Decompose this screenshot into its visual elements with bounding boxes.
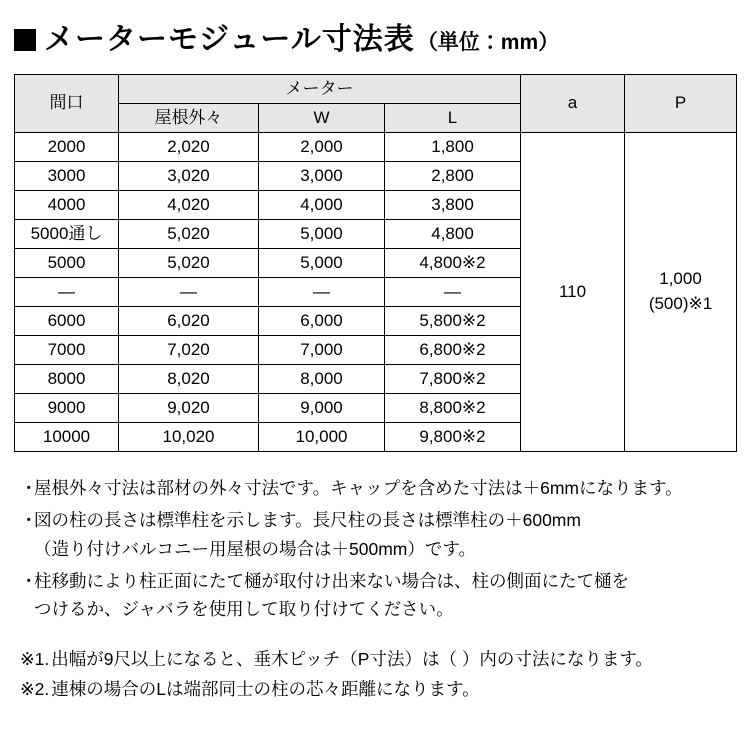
cell-l: 8,800※2: [385, 394, 521, 423]
p-value-sub: (500)※1: [648, 294, 713, 313]
cell-w: 3,000: [259, 162, 385, 191]
note-bullet: ・: [20, 478, 38, 498]
cell-maguchi: 8000: [15, 365, 119, 394]
header-yane: 屋根外々: [119, 104, 259, 133]
p-value-group: [627, 269, 734, 316]
cell-yane: 4,020: [119, 191, 259, 220]
cell-yane: —: [119, 278, 259, 307]
cell-w: 5,000: [259, 220, 385, 249]
title-text: メーターモジュール寸法表: [44, 23, 415, 56]
note-body: [34, 474, 730, 502]
cell-l: 4,800: [385, 220, 521, 249]
footnote-item: [20, 644, 730, 675]
note-body: [34, 567, 730, 624]
cell-w: 5,000: [259, 249, 385, 278]
table-header-row-1: [15, 75, 737, 104]
cell-maguchi: —: [15, 278, 119, 307]
footnote-text: 連棟の場合のLは端部同士の柱の芯々距離になります。: [51, 679, 480, 700]
cell-yane: 8,020: [119, 365, 259, 394]
note-body: [34, 506, 730, 563]
cell-l: 3,800: [385, 191, 521, 220]
table-body: [15, 133, 737, 452]
cell-w: 9,000: [259, 394, 385, 423]
notes-section: [20, 474, 730, 624]
cell-yane: 6,020: [119, 307, 259, 336]
table-row: [15, 133, 737, 162]
cell-l: 4,800※2: [385, 249, 521, 278]
cell-maguchi: 6000: [15, 307, 119, 336]
title-unit-text: （単位：mm）: [416, 31, 560, 54]
footnotes-section: [20, 644, 730, 705]
cell-maguchi: 7000: [15, 336, 119, 365]
cell-w: 6,000: [259, 307, 385, 336]
note-line: （造り付けバルコニー用屋根の場合は＋500mm）です。: [34, 538, 476, 559]
note-line: 図の柱の長さは標準柱を示します。長尺柱の長さは標準柱の＋600mm: [34, 510, 581, 531]
cell-w: 7,000: [259, 336, 385, 365]
header-l: L: [385, 104, 521, 133]
note-bullet: ・: [20, 571, 38, 592]
cell-yane: 7,020: [119, 336, 259, 365]
cell-maguchi: 5000通し: [15, 220, 119, 249]
header-maguchi: 間口: [15, 75, 119, 133]
cell-l: 6,800※2: [385, 336, 521, 365]
note-item: [20, 474, 730, 502]
cell-yane: 10,020: [119, 423, 259, 452]
cell-l: 7,800※2: [385, 365, 521, 394]
cell-l: 1,800: [385, 133, 521, 162]
dimension-table-wrapper: [14, 74, 736, 452]
cell-w: 8,000: [259, 365, 385, 394]
p-value-main: 1,000: [659, 269, 702, 289]
cell-w: —: [259, 278, 385, 307]
cell-p-value: [625, 133, 737, 452]
cell-w: 4,000: [259, 191, 385, 220]
header-p: P: [625, 75, 737, 133]
cell-yane: 2,020: [119, 133, 259, 162]
cell-l: 5,800※2: [385, 307, 521, 336]
cell-yane: 3,020: [119, 162, 259, 191]
cell-maguchi: 3000: [15, 162, 119, 191]
note-line: 屋根外々寸法は部材の外々寸法です。キャップを含めた寸法は＋6mmになります。: [34, 478, 683, 498]
black-square-icon: [14, 29, 36, 51]
footnote-label: ※2.: [20, 679, 50, 700]
cell-l: 2,800: [385, 162, 521, 191]
header-a: a: [521, 75, 625, 133]
page-title: [0, 0, 750, 58]
cell-maguchi: 2000: [15, 133, 119, 162]
footnote-item: [20, 674, 730, 705]
note-item: [20, 567, 730, 624]
cell-yane: 9,020: [119, 394, 259, 423]
cell-maguchi: 5000: [15, 249, 119, 278]
cell-yane: 5,020: [119, 249, 259, 278]
cell-w: 2,000: [259, 133, 385, 162]
header-w: W: [259, 104, 385, 133]
cell-maguchi: 4000: [15, 191, 119, 220]
cell-w: 10,000: [259, 423, 385, 452]
note-item: [20, 506, 730, 563]
dimension-table: [14, 74, 737, 452]
cell-l: —: [385, 278, 521, 307]
cell-maguchi: 9000: [15, 394, 119, 423]
note-line: つけるか、ジャバラを使用して取り付けてください。: [34, 599, 454, 620]
note-line: 柱移動により柱正面にたて樋が取付け出来ない場合は、柱の側面にたて樋を: [34, 571, 629, 592]
note-bullet: ・: [20, 510, 38, 531]
footnote-text: 出幅が9尺以上になると、垂木ピッチ（P寸法）は（ ）内の寸法になります。: [51, 648, 653, 669]
footnote-label: ※1.: [20, 648, 50, 669]
header-meter-group: メーター: [119, 75, 521, 104]
cell-maguchi: 10000: [15, 423, 119, 452]
cell-l: 9,800※2: [385, 423, 521, 452]
cell-yane: 5,020: [119, 220, 259, 249]
cell-a-value: 110: [521, 133, 625, 452]
